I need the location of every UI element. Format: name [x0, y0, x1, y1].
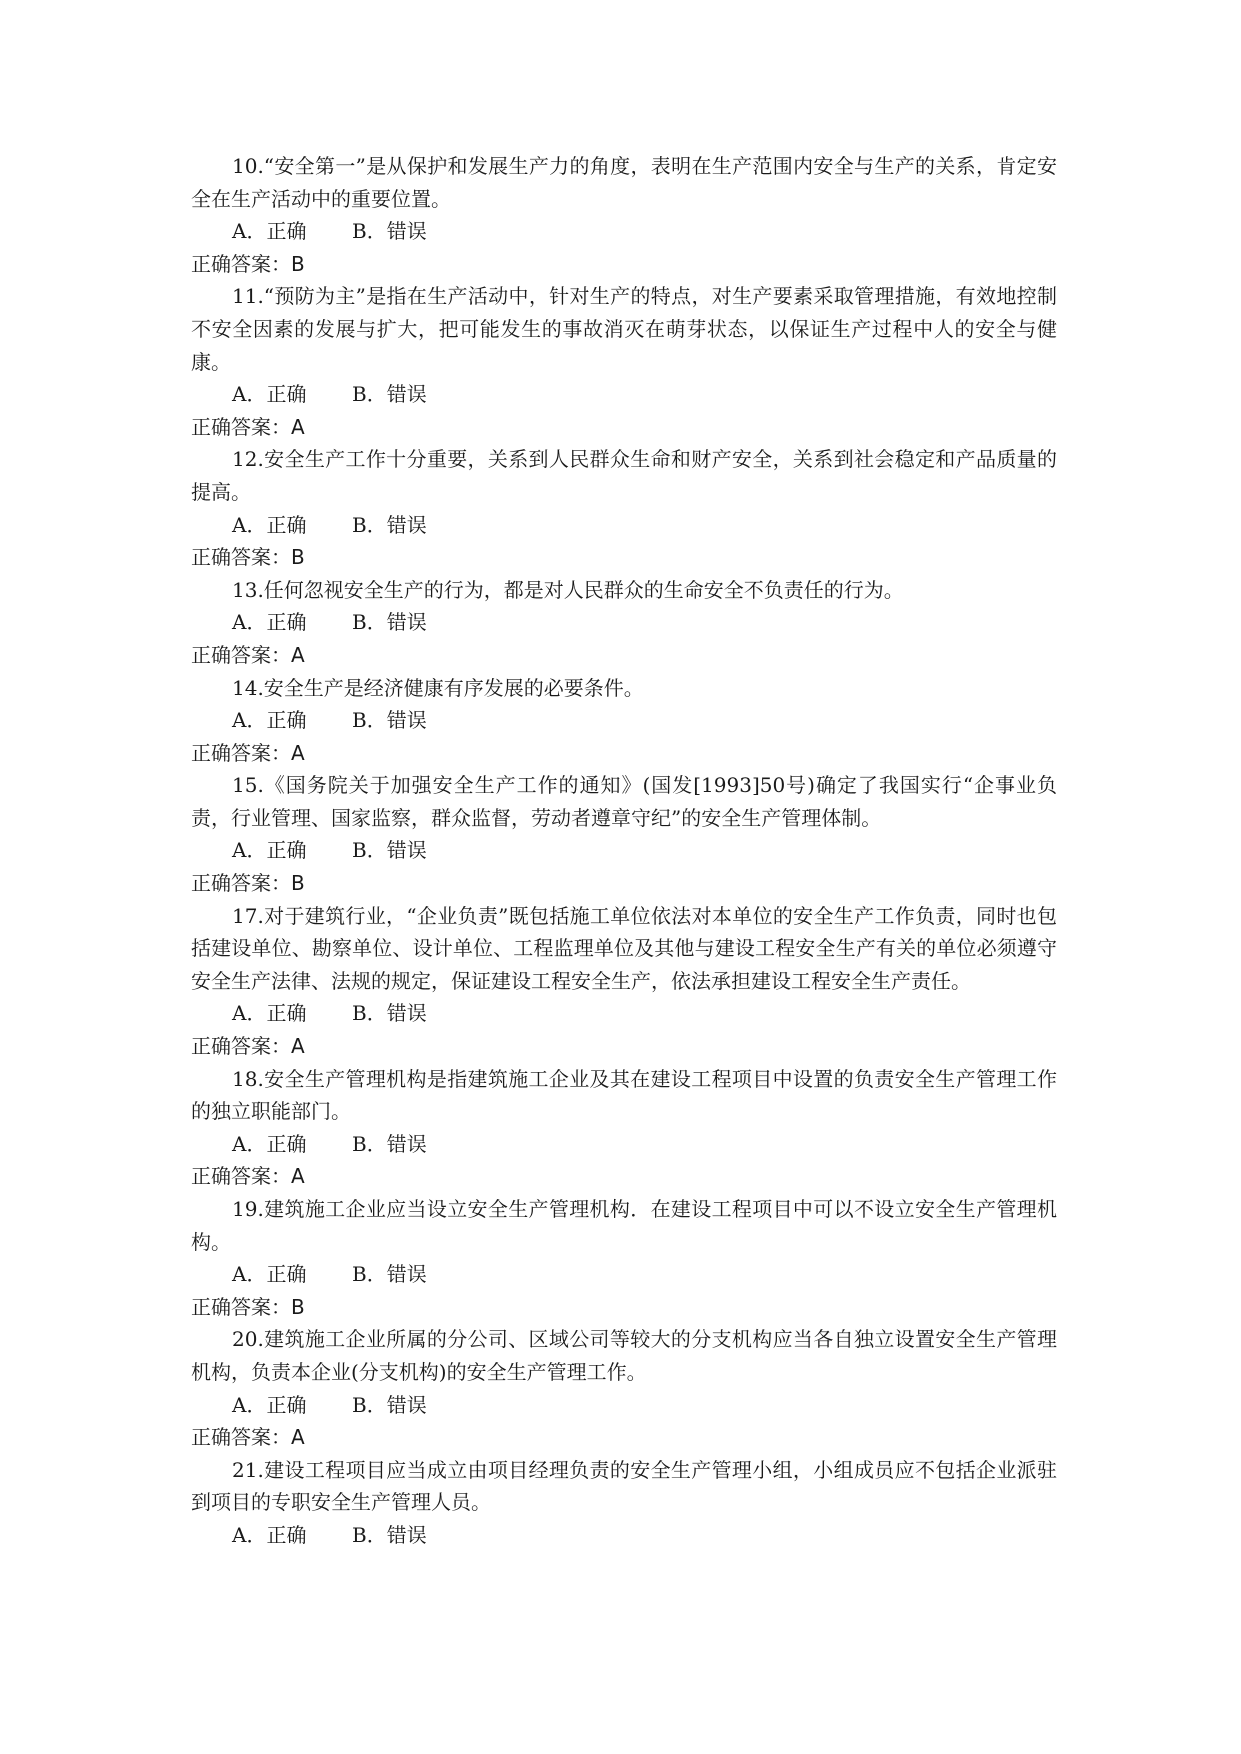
- answer-value: B: [291, 545, 305, 570]
- document-page: [191, 150, 1057, 1552]
- question-text: 19.建筑施工企业应当设立安全生产管理机构．在建设工程项目中可以不设立安全生产管理机构。: [191, 1197, 1057, 1254]
- answer-label: 正确答案：: [191, 1425, 291, 1450]
- answer-line: [191, 639, 1057, 672]
- options-row: [191, 1389, 1057, 1422]
- answer-label: 正确答案：: [191, 642, 291, 667]
- question-block: [191, 443, 1057, 573]
- option-a: A．正确: [232, 610, 307, 635]
- option-a: A．正确: [232, 838, 307, 863]
- answer-value: A: [291, 642, 305, 667]
- option-b: B．错误: [352, 1001, 427, 1026]
- answer-value: A: [291, 1034, 305, 1059]
- options-row: [191, 215, 1057, 248]
- question-block: [191, 1063, 1057, 1193]
- options-row: [191, 704, 1057, 737]
- option-b: B．错误: [352, 1392, 427, 1417]
- question-text: 21.建设工程项目应当成立由项目经理负责的安全生产管理小组，小组成员应不包括企业派驻到项目的专职安全生产管理人员。: [191, 1457, 1057, 1515]
- question-text: 18.安全生产管理机构是指建筑施工企业及其在建设工程项目中设置的负责安全生产管理工作的独立职能部门。: [191, 1066, 1057, 1124]
- answer-line: [191, 1030, 1057, 1063]
- question-block: [191, 900, 1057, 1063]
- option-a: A．正确: [232, 1262, 307, 1287]
- question-text: 11.“预防为主”是指在生产活动中，针对生产的特点，对生产要素采取管理措施，有效地控制不安全因素的发展与扩大，把可能发生的事故消灭在萌芽状态，以保证生产过程中人的安全与健康。: [191, 284, 1057, 374]
- option-a: A．正确: [232, 219, 307, 244]
- question-block: [191, 150, 1057, 280]
- answer-value: B: [291, 871, 305, 896]
- question-text: 15.《国务院关于加强安全生产工作的通知》(国发[1993]50号)确定了我国实行“企事业负责，行业管理、国家监察，群众监督，劳动者遵章守纪”的安全生产管理体制。: [191, 773, 1057, 830]
- question-block: [191, 1193, 1057, 1323]
- option-b: B．错误: [352, 610, 427, 635]
- option-b: B．错误: [352, 708, 427, 733]
- options-row: [191, 997, 1057, 1030]
- question-text: 17.对于建筑行业，“企业负责”既包括施工单位依法对本单位的安全生产工作负责，同时也包括建设单位、勘察单位、设计单位、工程监理单位及其他与建设工程安全生产有关的单位必须遵守安全生产法律、法规的规定，保证建设工程安全生产，依法承担建设工程安全生产责任。: [191, 903, 1057, 993]
- question-block: [191, 574, 1057, 672]
- answer-line: [191, 737, 1057, 770]
- answer-line: [191, 541, 1057, 574]
- answer-value: A: [291, 414, 305, 439]
- options-row: [191, 834, 1057, 867]
- question-text: 13.任何忽视安全生产的行为，都是对人民群众的生命安全不负责任的行为。: [232, 577, 904, 602]
- option-a: A．正确: [232, 382, 307, 407]
- answer-label: 正确答案：: [191, 1294, 291, 1319]
- option-b: B．错误: [352, 1262, 427, 1287]
- option-a: A．正确: [232, 708, 307, 733]
- question-text: 12.安全生产工作十分重要，关系到人民群众生命和财产安全，关系到社会稳定和产品质量的提高。: [191, 447, 1057, 504]
- question-block: [191, 1454, 1057, 1552]
- options-row: [191, 509, 1057, 542]
- option-b: B．错误: [352, 838, 427, 863]
- question-block: [191, 1323, 1057, 1453]
- options-row: [191, 1128, 1057, 1161]
- answer-line: [191, 1160, 1057, 1193]
- option-a: A．正确: [232, 1522, 307, 1547]
- question-block: [191, 280, 1057, 443]
- option-a: A．正确: [232, 1131, 307, 1156]
- answer-label: 正确答案：: [191, 251, 291, 276]
- answer-label: 正确答案：: [191, 1164, 291, 1189]
- question-text: 10.“安全第一”是从保护和发展生产力的角度，表明在生产范围内安全与生产的关系，肯定安全在生产活动中的重要位置。: [191, 154, 1057, 211]
- option-b: B．错误: [352, 1131, 427, 1156]
- option-b: B．错误: [352, 512, 427, 537]
- answer-value: B: [291, 251, 305, 276]
- answer-label: 正确答案：: [191, 871, 291, 896]
- option-a: A．正确: [232, 512, 307, 537]
- question-text: 14.安全生产是经济健康有序发展的必要条件。: [232, 675, 644, 700]
- answer-value: A: [291, 1425, 305, 1450]
- option-b: B．错误: [352, 219, 427, 244]
- options-row: [191, 1258, 1057, 1291]
- answer-label: 正确答案：: [191, 1034, 291, 1059]
- question-block: [191, 769, 1057, 899]
- answer-line: [191, 1421, 1057, 1454]
- answer-value: B: [291, 1294, 305, 1319]
- answer-label: 正确答案：: [191, 545, 291, 570]
- options-row: [191, 378, 1057, 411]
- options-row: [191, 1519, 1057, 1552]
- question-text: 20.建筑施工企业所属的分公司、区域公司等较大的分支机构应当各自独立设置安全生产管理机构，负责本企业(分支机构)的安全生产管理工作。: [191, 1327, 1057, 1384]
- option-b: B．错误: [352, 1522, 427, 1547]
- answer-value: A: [291, 740, 305, 765]
- question-block: [191, 672, 1057, 770]
- answer-line: [191, 248, 1057, 281]
- option-b: B．错误: [352, 382, 427, 407]
- option-a: A．正确: [232, 1001, 307, 1026]
- answer-line: [191, 1291, 1057, 1324]
- options-row: [191, 606, 1057, 639]
- answer-line: [191, 867, 1057, 900]
- answer-value: A: [291, 1164, 305, 1189]
- option-a: A．正确: [232, 1392, 307, 1417]
- answer-line: [191, 411, 1057, 444]
- answer-label: 正确答案：: [191, 740, 291, 765]
- answer-label: 正确答案：: [191, 414, 291, 439]
